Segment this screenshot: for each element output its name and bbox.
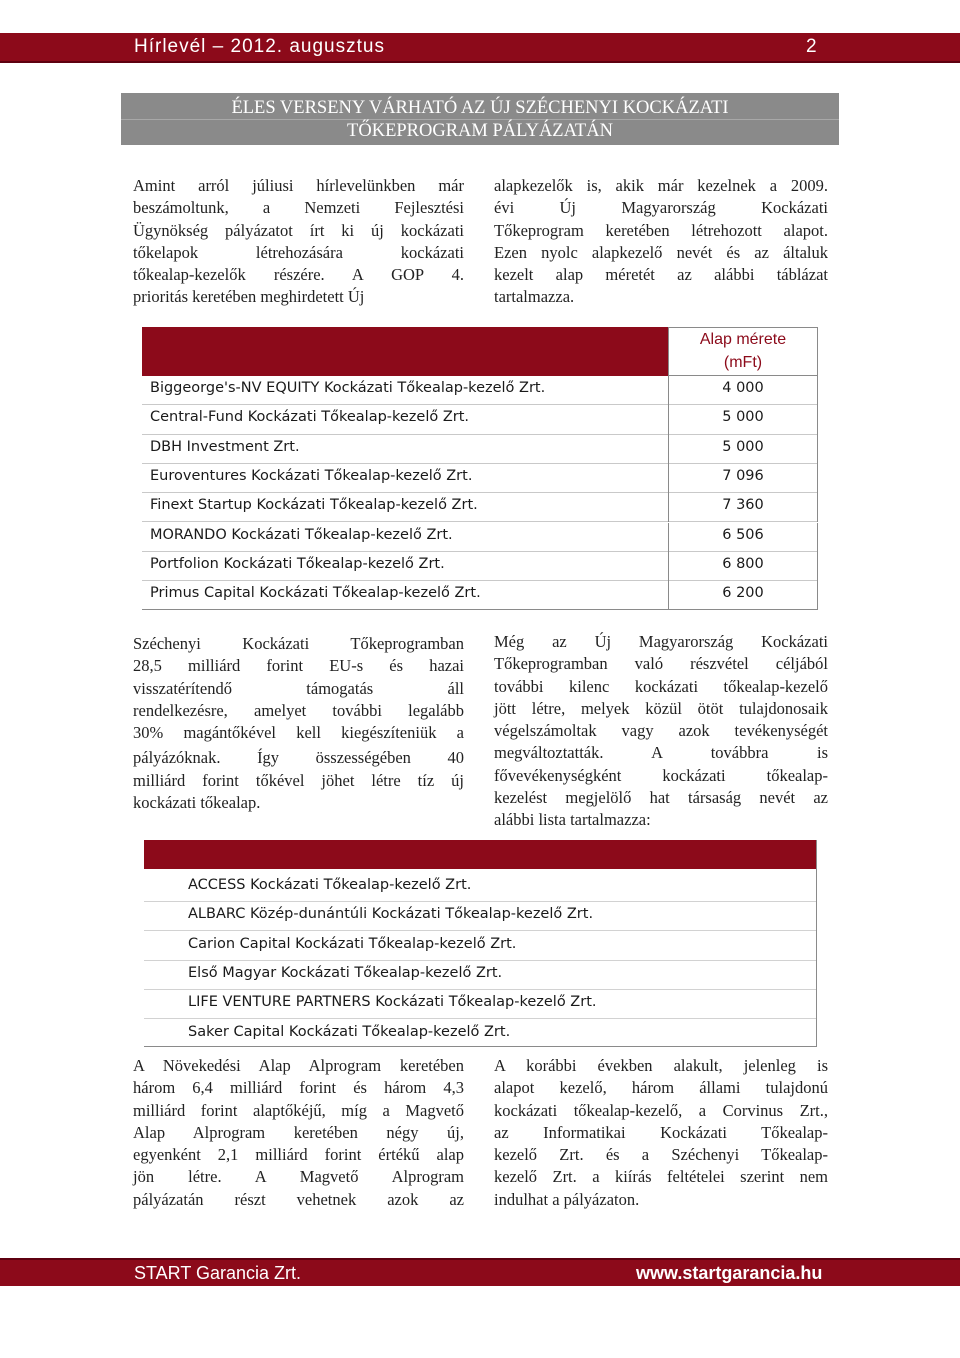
paragraph-line: A korábbi években alakult, jelenleg is xyxy=(494,1056,828,1075)
paragraph-line: kezelést megjelölő hat társaság nevét az xyxy=(494,788,828,808)
paragraph-line: Ezen nyolc alapkezelő nevét és az általuk xyxy=(494,242,828,262)
paragraph-line: A Növekedési Alap Alprogram keretében xyxy=(133,1056,464,1075)
list-item: ALBARC Közép-dunántúli Kockázati Tőkealap-kezelő Zrt. xyxy=(188,906,594,922)
table-row xyxy=(142,376,818,405)
paragraph-line: visszatérítendő támogatás áll xyxy=(133,678,464,698)
middle-right-column xyxy=(494,631,828,832)
paragraph-line: kockázati tőkealap. xyxy=(133,793,261,813)
row-divider xyxy=(144,960,816,961)
table-header xyxy=(144,840,816,869)
fund-size: 5 000 xyxy=(668,435,818,464)
manager-name: MORANDO Kockázati Tőkealap-kezelő Zrt. xyxy=(150,526,453,543)
paragraph-line: jön létre. A Magvető Alprogram xyxy=(133,1167,464,1187)
footer-bar xyxy=(0,1258,960,1286)
manager-name: Biggeorge's-NV EQUITY Kockázati Tőkealap-kezelő Zrt. xyxy=(150,380,546,396)
paragraph-line: tőkealap-kezelők részére. A GOP 4. xyxy=(133,265,464,285)
paragraph-line: Amint arról júliusi hírlevelünkben már xyxy=(133,176,464,195)
intro-right-column xyxy=(494,175,828,309)
table-row xyxy=(142,552,818,581)
paragraph-line: egyenként 2,1 milliárd forint értékű alap xyxy=(133,1145,464,1165)
manager-name: Primus Capital Kockázati Tőkealap-kezelő Zrt. xyxy=(150,585,481,602)
article-headline xyxy=(121,93,839,145)
list-item: Saker Capital Kockázati Tőkealap-kezelő Zrt. xyxy=(188,1024,511,1040)
paragraph-line: 30% magántőkével kell kiegészíteniük a xyxy=(133,723,464,743)
fund-size: 4 000 xyxy=(668,376,818,405)
paragraph-line: megváltoztatták. A továbbra is xyxy=(494,743,828,763)
middle-left-column xyxy=(133,633,464,814)
fund-size: 6 506 xyxy=(668,523,818,552)
paragraph-line: évi Új Magyarország Kockázati xyxy=(494,198,828,218)
newsletter-title: Hírlevél – 2012. augusztus xyxy=(134,36,385,57)
paragraph-line: kezelt alap méretét az alábbi táblázat xyxy=(494,265,828,285)
manager-name: Euroventures Kockázati Tőkealap-kezelő Zrt. xyxy=(150,467,473,484)
table-row xyxy=(142,493,818,522)
fund-size-header xyxy=(668,327,818,376)
paragraph-line: kockázati tőkealap-kezelő, a Corvinus Zrt., xyxy=(494,1100,828,1120)
closing-right-column xyxy=(494,1055,828,1211)
paragraph-line: rendelkezésre, amelyet további legalább xyxy=(133,700,464,720)
manager-name: Central-Fund Kockázati Tőkealap-kezelő Zrt. xyxy=(150,409,470,426)
paragraph-line: prioritás keretében meghirdetett Új xyxy=(133,287,365,307)
paragraph-line: tőkelapok létrehozására kockázati xyxy=(133,242,464,262)
headline-divider xyxy=(121,119,839,120)
manager-name: DBH Investment Zrt. xyxy=(150,438,300,455)
manager-name: Portfolion Kockázati Tőkealap-kezelő Zrt. xyxy=(150,555,445,572)
list-item: ACCESS Kockázati Tőkealap-kezelő Zrt. xyxy=(188,877,472,893)
paragraph-line: kezelő Zrt. a kiírás feltételei szerint nem xyxy=(494,1167,828,1187)
paragraph-line: Alap Alprogram keretében négy új, xyxy=(133,1122,464,1142)
headline-line-1: ÉLES VERSENY VÁRHATÓ AZ ÚJ SZÉCHENYI KOCKÁZATI xyxy=(231,98,729,118)
table-row xyxy=(142,464,818,493)
paragraph-line: indulhat a pályázaton. xyxy=(494,1189,640,1209)
paragraph-line: jött létre, melyek közül ötöt tulajdonosaik xyxy=(494,698,828,718)
fund-size-header-unit: (mFt) xyxy=(723,354,763,371)
paragraph-line: milliárd forint alaptőkéjű, míg a Magvető xyxy=(133,1100,464,1120)
table-row xyxy=(142,581,818,610)
headline-line-2: TŐKEPROGRAM PÁLYÁZATÁN xyxy=(347,121,613,141)
paragraph-line: az Informatikai Kockázati Tőkealap- xyxy=(494,1122,828,1142)
intro-left-column xyxy=(133,175,464,309)
paragraph-line: kezelő Zrt. és a Széchenyi Tőkealap- xyxy=(494,1145,828,1165)
list-item: Első Magyar Kockázati Tőkealap-kezelő Zrt. xyxy=(188,965,503,981)
paragraph-line: Még az Új Magyarország Kockázati xyxy=(494,632,828,651)
fund-size-header-label: Alap mérete xyxy=(699,331,787,348)
paragraph-line: alapot kezelő, három állami tulajdonú xyxy=(494,1078,828,1098)
fund-size: 7 096 xyxy=(668,464,818,493)
closing-left-column xyxy=(133,1055,464,1211)
list-item: Carion Capital Kockázati Tőkealap-kezelő Zrt. xyxy=(188,936,517,952)
paragraph-line: pályázóknak. Így összességében 40 xyxy=(133,748,464,768)
table-row xyxy=(142,435,818,464)
paragraph-line: alábbi lista tartalmazza: xyxy=(494,810,651,830)
fund-size: 6 800 xyxy=(668,552,818,581)
paragraph-line: pályázatán részt vehetnek azok az xyxy=(133,1189,464,1209)
paragraph-line: 28,5 milliárd forint EU-s és hazai xyxy=(133,656,464,676)
table-header xyxy=(142,327,818,376)
paragraph-line: Széchenyi Kockázati Tőkeprogramban xyxy=(133,634,464,653)
paragraph-line: alapkezelők is, akik már kezelnek a 2009. xyxy=(494,176,828,195)
manager-list-table xyxy=(144,840,817,1047)
row-divider xyxy=(144,1018,816,1019)
paragraph-line: fővevékenységként kockázati tőkealap- xyxy=(494,765,828,785)
website-link[interactable]: www.startgarancia.hu xyxy=(636,1263,823,1283)
page-number: 2 xyxy=(806,36,817,57)
header-bar xyxy=(0,33,960,63)
fund-size: 7 360 xyxy=(668,493,818,522)
paragraph-line: végelszámoltak vagy azok tevékenységét xyxy=(494,721,828,741)
paragraph-line: tartalmazza. xyxy=(494,287,575,307)
paragraph-line: Tőkeprogramban való részvétel céljából xyxy=(494,654,828,674)
row-divider xyxy=(144,930,816,931)
paragraph-line: további kilenc kockázati tőkealap-kezelő xyxy=(494,676,828,696)
list-item: LIFE VENTURE PARTNERS Kockázati Tőkealap-kezelő Zrt. xyxy=(188,994,597,1010)
row-divider xyxy=(144,989,816,990)
table-row xyxy=(142,405,818,434)
manager-name: Finext Startup Kockázati Tőkealap-kezelő Zrt. xyxy=(150,497,478,514)
table-row xyxy=(142,523,818,552)
paragraph-line: három 6,4 milliárd forint és három 4,3 xyxy=(133,1078,464,1098)
paragraph-line: Tőkeprogram keretében létrehozott alapot. xyxy=(494,220,828,240)
paragraph-line: Ügynökség pályázatot írt ki új kockázati xyxy=(133,220,464,240)
paragraph-line: beszámoltunk, a Nemzeti Fejlesztési xyxy=(133,198,464,218)
paragraph-line: milliárd forint tőkével jöhet létre tíz új xyxy=(133,770,464,790)
fund-size: 6 200 xyxy=(668,581,818,610)
row-divider xyxy=(144,901,816,902)
fund-size: 5 000 xyxy=(668,405,818,434)
organization-name: START Garancia Zrt. xyxy=(134,1263,302,1283)
